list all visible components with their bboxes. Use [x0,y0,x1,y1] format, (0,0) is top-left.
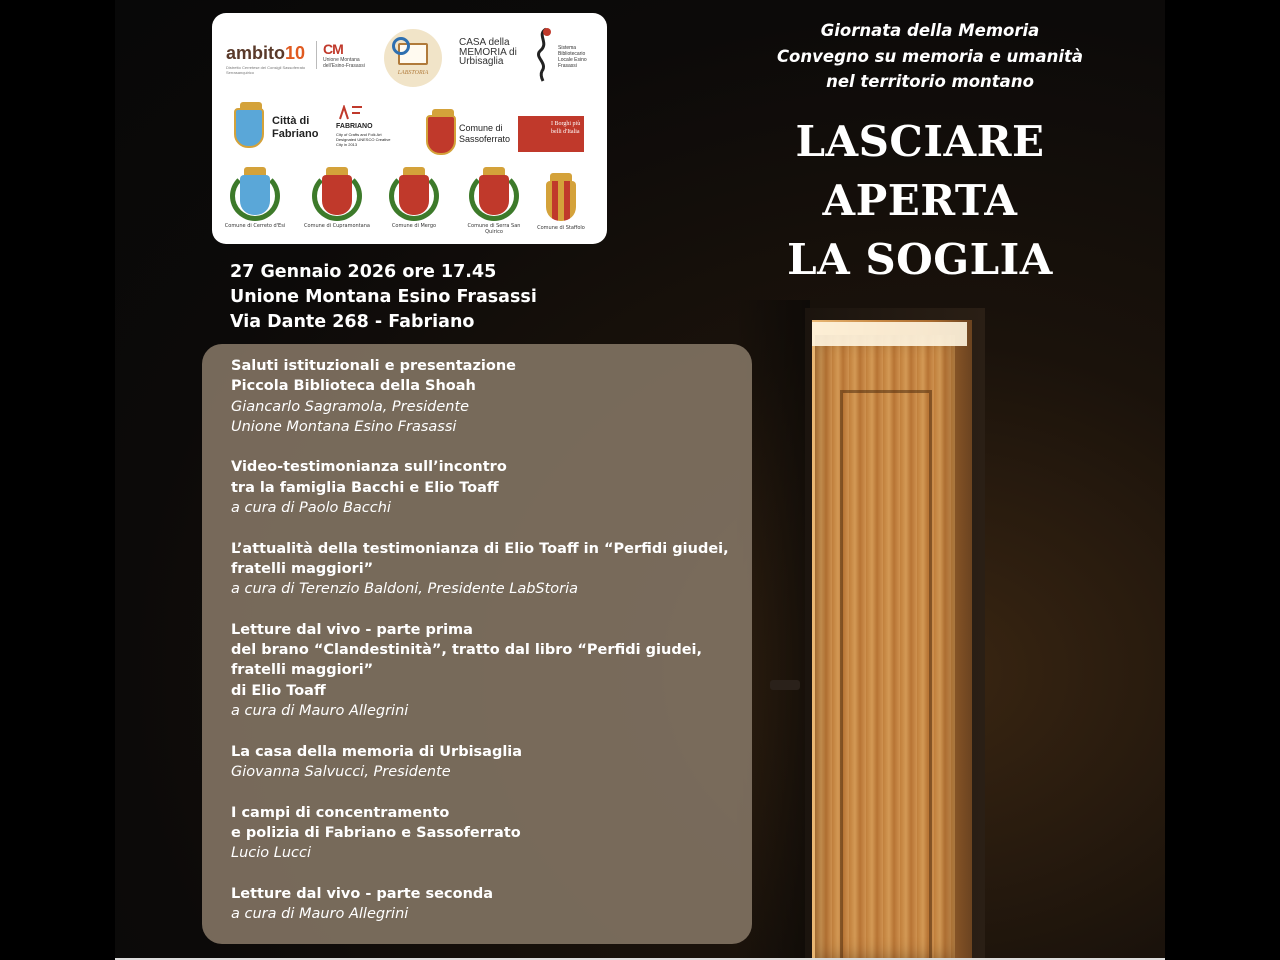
program-item [231,539,732,600]
serra-crest-icon [479,175,509,215]
labstoria-text: LABSTORIA [397,70,429,76]
event-address: Via Dante 268 - Fabriano [230,312,475,332]
unione-text: Unione Montana dell'Esino-Frasassi [323,57,365,69]
event-info [230,260,630,335]
event-venue: Unione Montana Esino Frasassi [230,287,537,307]
borghi-text: I Borghi più belli d'Italia [551,121,581,135]
program-item-title: Saluti istituzionali e presentazione Piccola Biblioteca della Shoah [231,358,516,395]
program-item-speaker: a cura di Paolo Bacchi [231,500,391,517]
event-date-time: 27 Gennaio 2026 ore 17.45 [230,262,497,282]
fabriano-crest-icon [234,108,264,148]
swirl-icon [532,27,554,83]
sassoferrato-crest-icon [426,115,456,155]
cupramontana-crest-icon [322,175,352,215]
citta-fabriano-text: Città di Fabriano [272,115,319,140]
sistema-text: Sistema Bibliotecario Locale Esino Frasassi [558,45,587,69]
casa-memoria-logo [459,38,523,67]
crest-label-serra: Comune di Serra San Quirico [467,223,521,235]
subtitle-line-1: Giornata della Memoria [820,21,1040,40]
subtitle [755,18,1105,95]
door-inset-molding [840,390,932,960]
crest-label-cerreto: Comune di Cerreto d'Esi [224,223,286,229]
ambito-logo [226,43,306,76]
subtitle-line-3: nel territorio montano [826,72,1034,91]
fabriano-unesco-icon [338,105,364,121]
door-handle [770,680,800,690]
unione-montana-logo [316,41,369,69]
crest-label-staffolo: Comune di Staffolo [537,225,585,231]
poster [115,0,1165,960]
unione-mark: CM [323,41,343,57]
title-line-2: APERTA [822,176,1018,225]
program-item-title: L’attualità della testimonianza di Elio Toaff in “Perfidi giudei, fratelli maggiori” [231,540,729,577]
title-line-1: LASCIARE [795,117,1045,166]
sponsor-logos-panel [212,13,607,244]
ambito-number: 10 [285,43,306,63]
crest-label-cupramontana: Comune di Cupramontana [304,223,370,229]
program-item-title: La casa della memoria di Urbisaglia [231,743,523,760]
ambito-subtitle: Distretto Cerretese dei Consigli Sassoferrato Serrasanquirico [226,65,306,75]
mergo-crest-icon [399,175,429,215]
program-item-title: Video-testimonianza sull’incontro tra la famiglia Bacchi e Elio Toaff [231,459,507,496]
program-item [231,884,732,925]
subtitle-line-2: Convegno su memoria e umanità [776,46,1084,66]
program-item-speaker: Lucio Lucci [231,845,311,862]
program-item [231,356,732,437]
fabriano-unesco-sub: City of Crafts and Folk Art Designated UNESCO Creative City in 2013 [336,132,391,147]
sassoferrato-text: Comune di Sassoferrato [459,123,511,144]
ambito-word: ambito [226,43,286,63]
program-item [231,803,732,864]
title-line-3: LA SOGLIA [787,235,1053,284]
program-item [231,742,732,783]
program-item [231,620,732,721]
program-item-speaker: Giovanna Salvucci, Presidente [231,763,451,780]
labstoria-logo [384,29,442,87]
program-item-title: Letture dal vivo - parte prima del brano “Clandestinità”, tratto dal libro “Perfidi giudei, fratelli maggiori” di Elio Toaff [231,621,703,699]
staffolo-crest-icon [546,181,576,221]
borghi-logo [518,116,584,152]
crest-label-mergo: Comune di Mergo [391,223,437,229]
program-box [202,344,752,944]
cerreto-crest-icon [240,175,270,215]
program-item-speaker: a cura di Mauro Allegrini [231,703,409,720]
program-item-speaker: Giancarlo Sagramola, Presidente Unione Montana Esino Frasassi [231,398,470,435]
program-item [231,457,732,518]
magnifier-icon [392,37,410,55]
door-light-gap [812,322,967,346]
casa-text: CASA della MEMORIA di Urbisaglia [459,37,517,67]
program-item-speaker: a cura di Mauro Allegrini [231,906,409,923]
main-title [755,112,1085,289]
program-item-title: I campi di concentramento e polizia di Fabriano e Sassoferrato [231,804,521,841]
fabriano-unesco-title: FABRIANO [336,123,373,130]
program-item-title: Letture dal vivo - parte seconda [231,885,494,902]
program-item-speaker: a cura di Terenzio Baldoni, Presidente LabStoria [231,581,579,598]
